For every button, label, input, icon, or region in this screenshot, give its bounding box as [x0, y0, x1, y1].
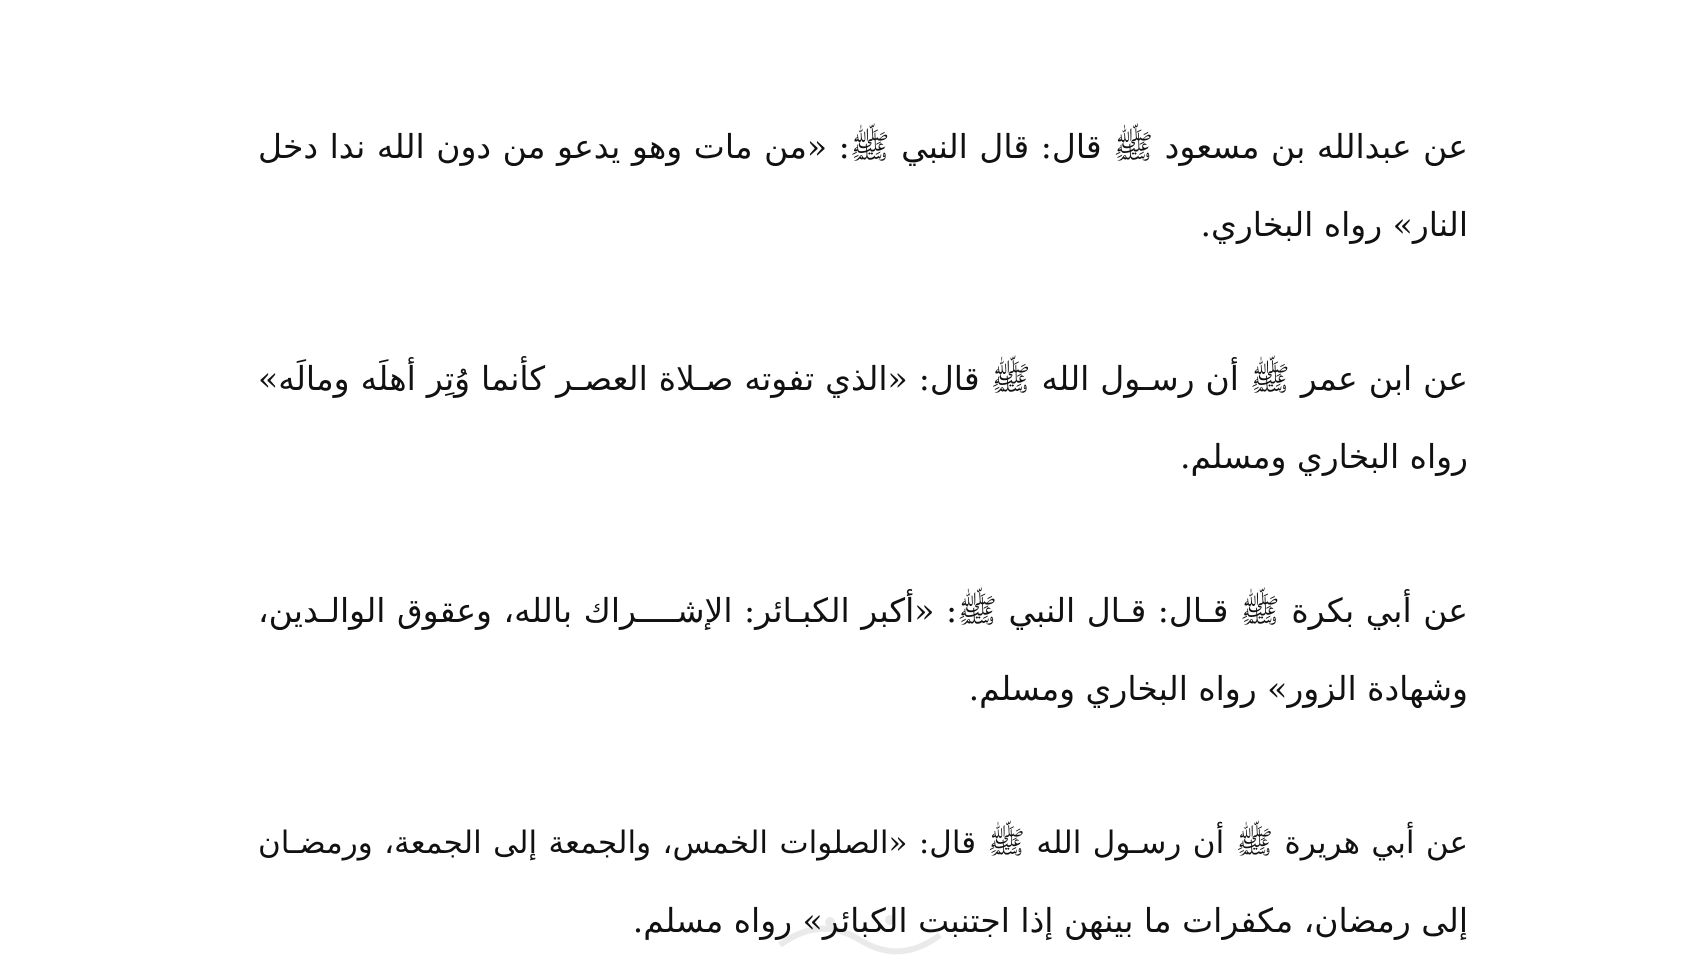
hadith-line: النار» رواه البخاري.	[1200, 205, 1468, 244]
watermark-logo	[760, 900, 960, 970]
hadith-line: وشهادة الزور» رواه البخاري ومسلم.	[968, 669, 1468, 708]
hadith-entry	[258, 572, 1468, 728]
hadith-line: عن ابن عمر ﷺ أن رسـول الله ﷺ قال: «الذي تفوته صـلاة العصـر كأنما وُتِر أهلَه ومالَه»	[258, 359, 1468, 398]
hadith-line: عن أبي بكرة ﷺ قـال: قـال النبي ﷺ: «أكبر الكبـائر: الإشــــراك بالله، وعقوق الوالـدين،	[258, 591, 1468, 630]
hadith-list	[258, 108, 1468, 960]
hadith-line: رواه البخاري ومسلم.	[1179, 437, 1468, 476]
hadith-line: إلى رمضان، مكفرات ما بينهن إذا اجتنبت الكبائر» رواه مسلم.	[632, 901, 1468, 940]
hadith-line: عن أبي هريرة ﷺ أن رسـول الله ﷺ قال: «الصلوات الخمس، والجمعة إلى الجمعة، ورمضـان	[258, 825, 1468, 861]
hadith-entry	[258, 108, 1468, 264]
hadith-line: عن عبدالله بن مسعود ﷺ قال: قال النبي ﷺ: «من مات وهو يدعو من دون الله ندا دخل	[258, 127, 1468, 166]
hadith-entry	[258, 340, 1468, 496]
